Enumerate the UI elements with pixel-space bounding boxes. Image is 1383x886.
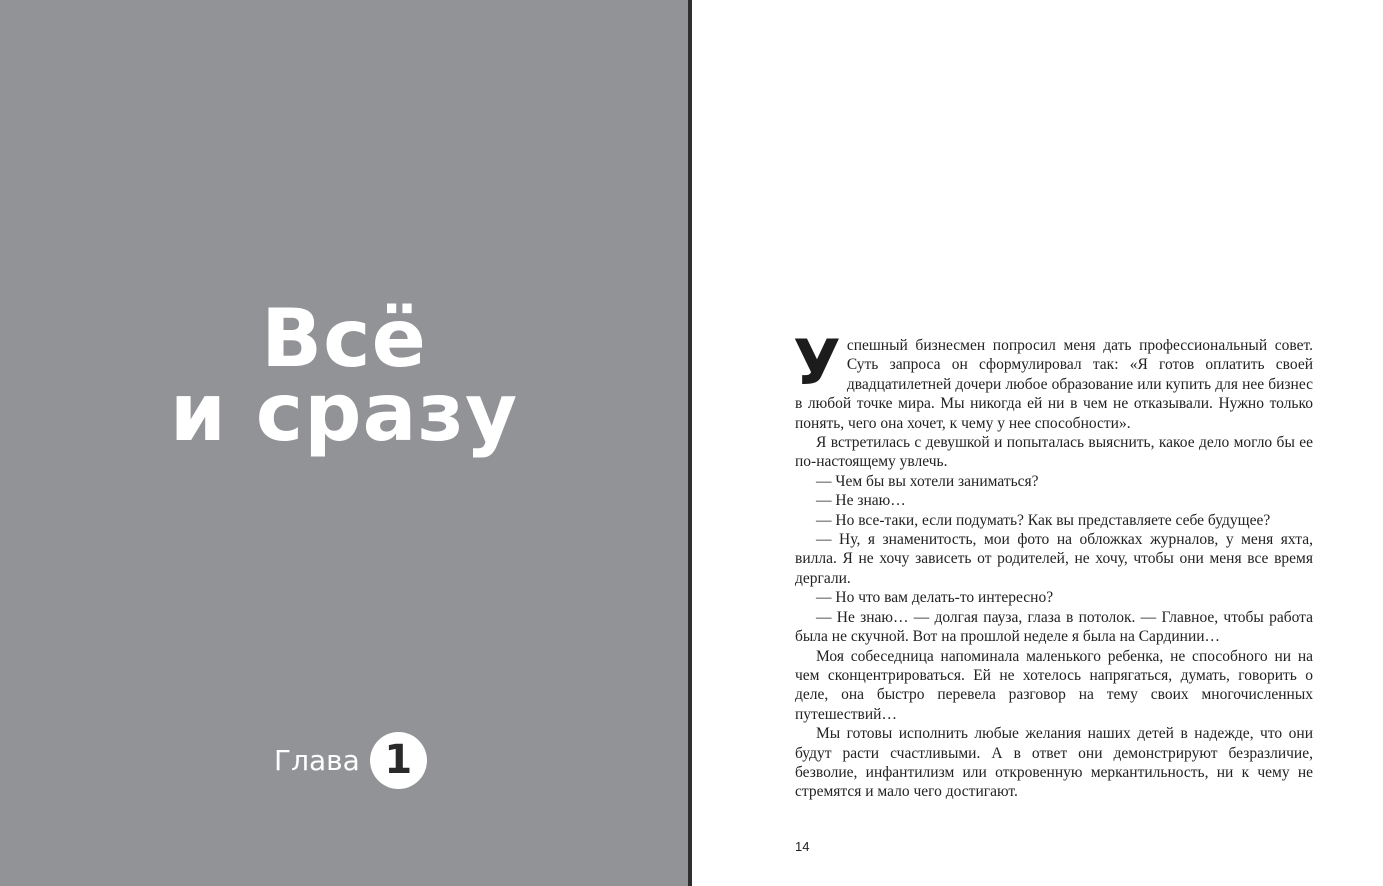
paragraph-1-text: спешный бизнесмен попросил меня дать профессиональный совет. Суть запроса он сформулировал так: «Я готов оплатить своей двадцатилетней дочери любое образование или купить для нее бизнес в любой точке мира. Мы никогда ей ни в чем не отказывали. Нужно только понять, чего она хочет, к чему у нее способности». bbox=[795, 337, 1313, 432]
dialogue-line-1: — Чем бы вы хотели заниматься? bbox=[816, 472, 1039, 490]
paragraph-2: Я встретилась с девушкой и попыталась выяснить, какое дело могло бы ее по-настоящему увлечь. bbox=[795, 434, 1313, 471]
chapter-title-line-1: Всё bbox=[261, 292, 427, 385]
chapter-label: Глава bbox=[274, 743, 360, 777]
chapter-number-badge: 1 bbox=[370, 732, 427, 789]
paragraph-3: Моя собеседница напоминала маленького ребенка, не способного ни на чем сконцентрироваться. Ей не хотелось напрягаться, думать, говорить о деле, она быстро перевела разговор на тему своих многочисленных путешествий… bbox=[795, 647, 1313, 723]
dialogue-line-4: — Ну, я знаменитость, мои фото на обложках журналов, у меня яхта, вилла. Я не хочу зависеть от родителей, не хочу, чтобы они меня все время дергали. bbox=[795, 531, 1313, 587]
dialogue-line-2: — Не знаю… bbox=[816, 492, 906, 510]
chapter-marker bbox=[274, 733, 427, 787]
body-text bbox=[793, 326, 1313, 802]
chapter-title bbox=[0, 292, 688, 459]
paragraph-1 bbox=[793, 326, 1313, 433]
page-number: 14 bbox=[795, 839, 810, 854]
dialogue-line-5: — Но что вам делать-то интересно? bbox=[816, 589, 1054, 607]
dialogue-line-3: — Но все-таки, если подумать? Как вы представляете себе будущее? bbox=[816, 511, 1271, 529]
dialogue-line-6: — Не знаю… — долгая пауза, глаза в потолок. — Главное, чтобы работа была не скучной. Вот на прошлой неделе я была на Сардинии… bbox=[795, 608, 1313, 646]
paragraph-4: Мы готовы исполнить любые желания наших детей в надежде, что они будут расти счастливыми. А в ответ они демонстрируют безразличие, безволие, инфантилизм или откровенную меркантильность, ни к чему не стремятся и мало чего достигают. bbox=[795, 725, 1313, 801]
dropcap: У bbox=[793, 326, 841, 399]
chapter-title-line-2: и сразу bbox=[169, 366, 519, 459]
